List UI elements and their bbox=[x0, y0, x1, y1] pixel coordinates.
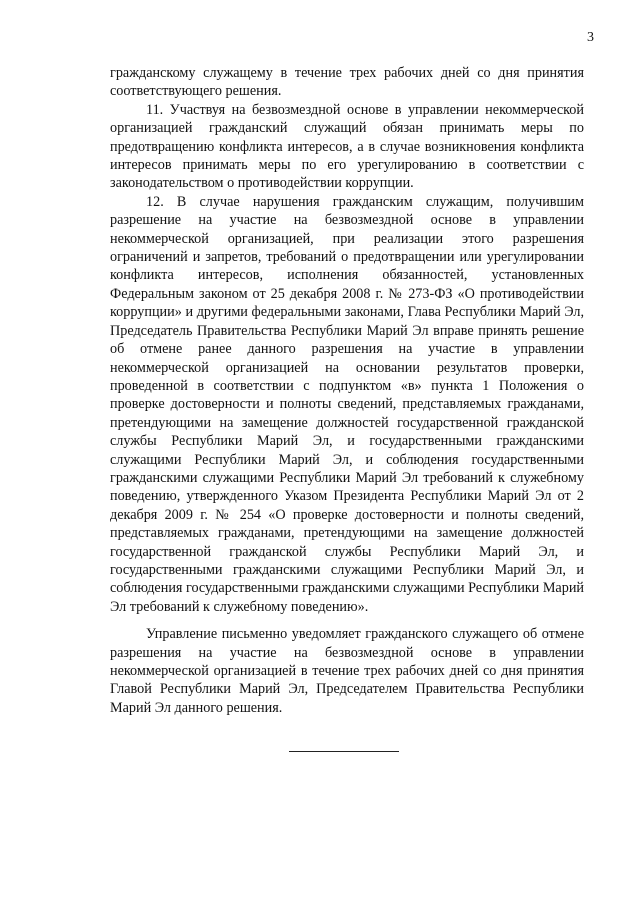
paragraph-item-12: 12. В случае нарушения гражданским служащим, получившим разрешение на участие на безвозмездной основе в управлении некоммерческой организацией, при реализации этого разрешения ограничений и запретов, требований о предотвращении или урегулировании конфликта интересов, исполнения обязанностей, установленных Федеральным законом от 25 декабря 2008 г. № 273-ФЗ «О противодействии коррупции» и другими федеральными законами, Глава Республики Марий Эл, Председатель Правительства Республики Марий Эл вправе принять решение об отмене ранее данного разрешения на участие в управлении некоммерческой организацией на основании результатов проверки, проведенной в соответствии с подпунктом «в» пункта 1 Положения о проверке достоверности и полноты сведений, представляемых гражданами, претендующими на замещение должностей государственной гражданской службы Республики Марий Эл, и государственными гражданскими служащими Республики Марий Эл, и соблюдения государственными гражданскими служащими Республики Марий Эл требований к служебному поведению, утвержденного Указом Президента Республики Марий Эл от 2 декабря 2009 г. № 254 «О проверке достоверности и полноты сведений, представляемых гражданами, претендующими на замещение должностей государственной гражданской службы Республики Марий Эл, и государственными гражданскими служащими Республики Марий Эл, и соблюдения государственными гражданскими служащими Республики Марий Эл требований к служебному поведению». bbox=[110, 193, 585, 615]
paragraph-continuation: гражданскому служащему в течение трех рабочих дней со дня принятия соответствующего решения. bbox=[110, 65, 584, 100]
paragraph-item-11: 11. Участвуя на безвозмездной основе в управлении некоммерческой организацией гражданский служащий обязан принимать меры по предотвращению конфликта интересов, а в случае возникновения конфликта интересов принимать меры по его урегулированию в соответствии с законодательством о противодействии коррупции. bbox=[110, 101, 584, 192]
document-body bbox=[110, 64, 584, 717]
closing-separator-line bbox=[289, 751, 399, 752]
page-number: 3 bbox=[587, 30, 594, 45]
paragraph-notification: Управление письменно уведомляет гражданского служащего об отмене разрешения на участие на безвозмездной основе в управлении некоммерческой организацией в течение трех рабочих дней со дня принятия Главой Республики Марий Эл, Председателем Правительства Республики Марий Эл данного решения. bbox=[110, 626, 584, 716]
